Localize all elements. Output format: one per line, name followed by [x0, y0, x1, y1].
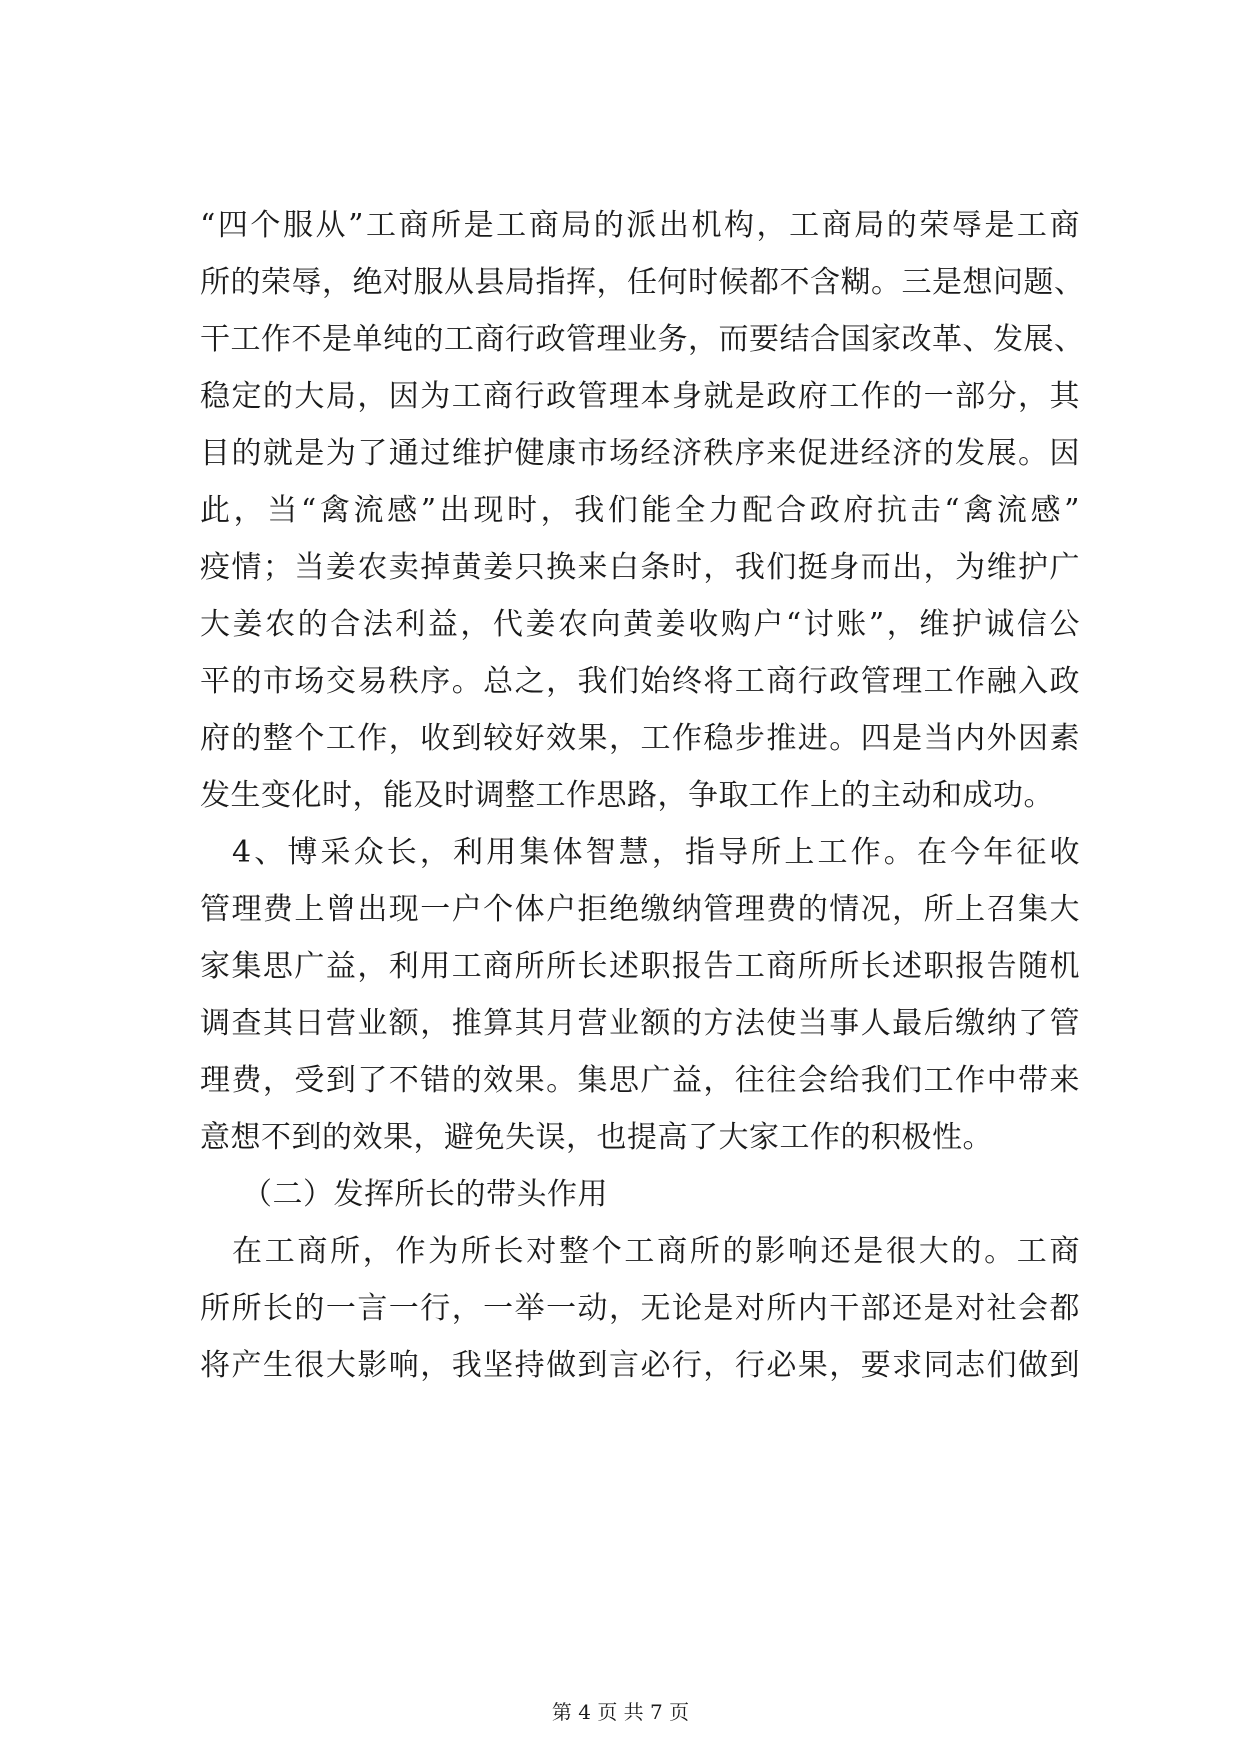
text-line: 干工作不是单纯的工商行政管理业务，而要结合国家改革、发展、	[200, 322, 1085, 357]
text-line: 所的荣辱，绝对服从县局指挥，任何时候都不含糊。三是想问题、	[200, 265, 1085, 300]
page-number-label: 第 4 页 共 7 页	[551, 1700, 690, 1724]
text-line: 府的整个工作，收到较好效果，工作稳步推进。四是当内外因素	[200, 721, 1080, 756]
text-line: 家集思广益，利用工商所所长述职报告工商所所长述职报告随机	[200, 949, 1080, 984]
paragraph-first-line: 在工商所，作为所长对整个工商所的影响还是很大的。工商	[232, 1234, 1080, 1269]
section-heading: （二）发挥所长的带头作用	[242, 1177, 608, 1212]
paragraph-first-line: 4、博采众长，利用集体智慧，指导所上工作。在今年征收	[232, 835, 1080, 870]
text-line: 大姜农的合法利益，代姜农向黄姜收购户“讨账”，维护诚信公	[200, 607, 1080, 642]
text-line: 疫情；当姜农卖掉黄姜只换来白条时，我们挺身而出，为维护广	[200, 550, 1080, 585]
text-line: 平的市场交易秩序。总之，我们始终将工商行政管理工作融入政	[200, 664, 1080, 699]
text-line: 目的就是为了通过维护健康市场经济秩序来促进经济的发展。因	[200, 436, 1080, 471]
page-footer	[0, 1698, 1241, 1726]
text-line: 稳定的大局，因为工商行政管理本身就是政府工作的一部分，其	[200, 379, 1080, 414]
text-line: 理费，受到了不错的效果。集思广益，往往会给我们工作中带来	[200, 1063, 1080, 1098]
text-line: 调查其日营业额，推算其月营业额的方法使当事人最后缴纳了管	[200, 1006, 1080, 1041]
text-line: 意想不到的效果，避免失误，也提高了大家工作的积极性。	[200, 1120, 993, 1155]
text-line: 发生变化时，能及时调整工作思路，争取工作上的主动和成功。	[200, 778, 1054, 813]
text-line: 此，当“禽流感”出现时，我们能全力配合政府抗击“禽流感”	[200, 493, 1080, 528]
text-line: “四个服从”工商所是工商局的派出机构，工商局的荣辱是工商	[200, 208, 1080, 243]
text-line: 所所长的一言一行，一举一动，无论是对所内干部还是对社会都	[200, 1291, 1080, 1326]
text-line: 将产生很大影响，我坚持做到言必行，行必果，要求同志们做到	[200, 1348, 1080, 1383]
text-line: 管理费上曾出现一户个体户拒绝缴纳管理费的情况，所上召集大	[200, 892, 1080, 927]
